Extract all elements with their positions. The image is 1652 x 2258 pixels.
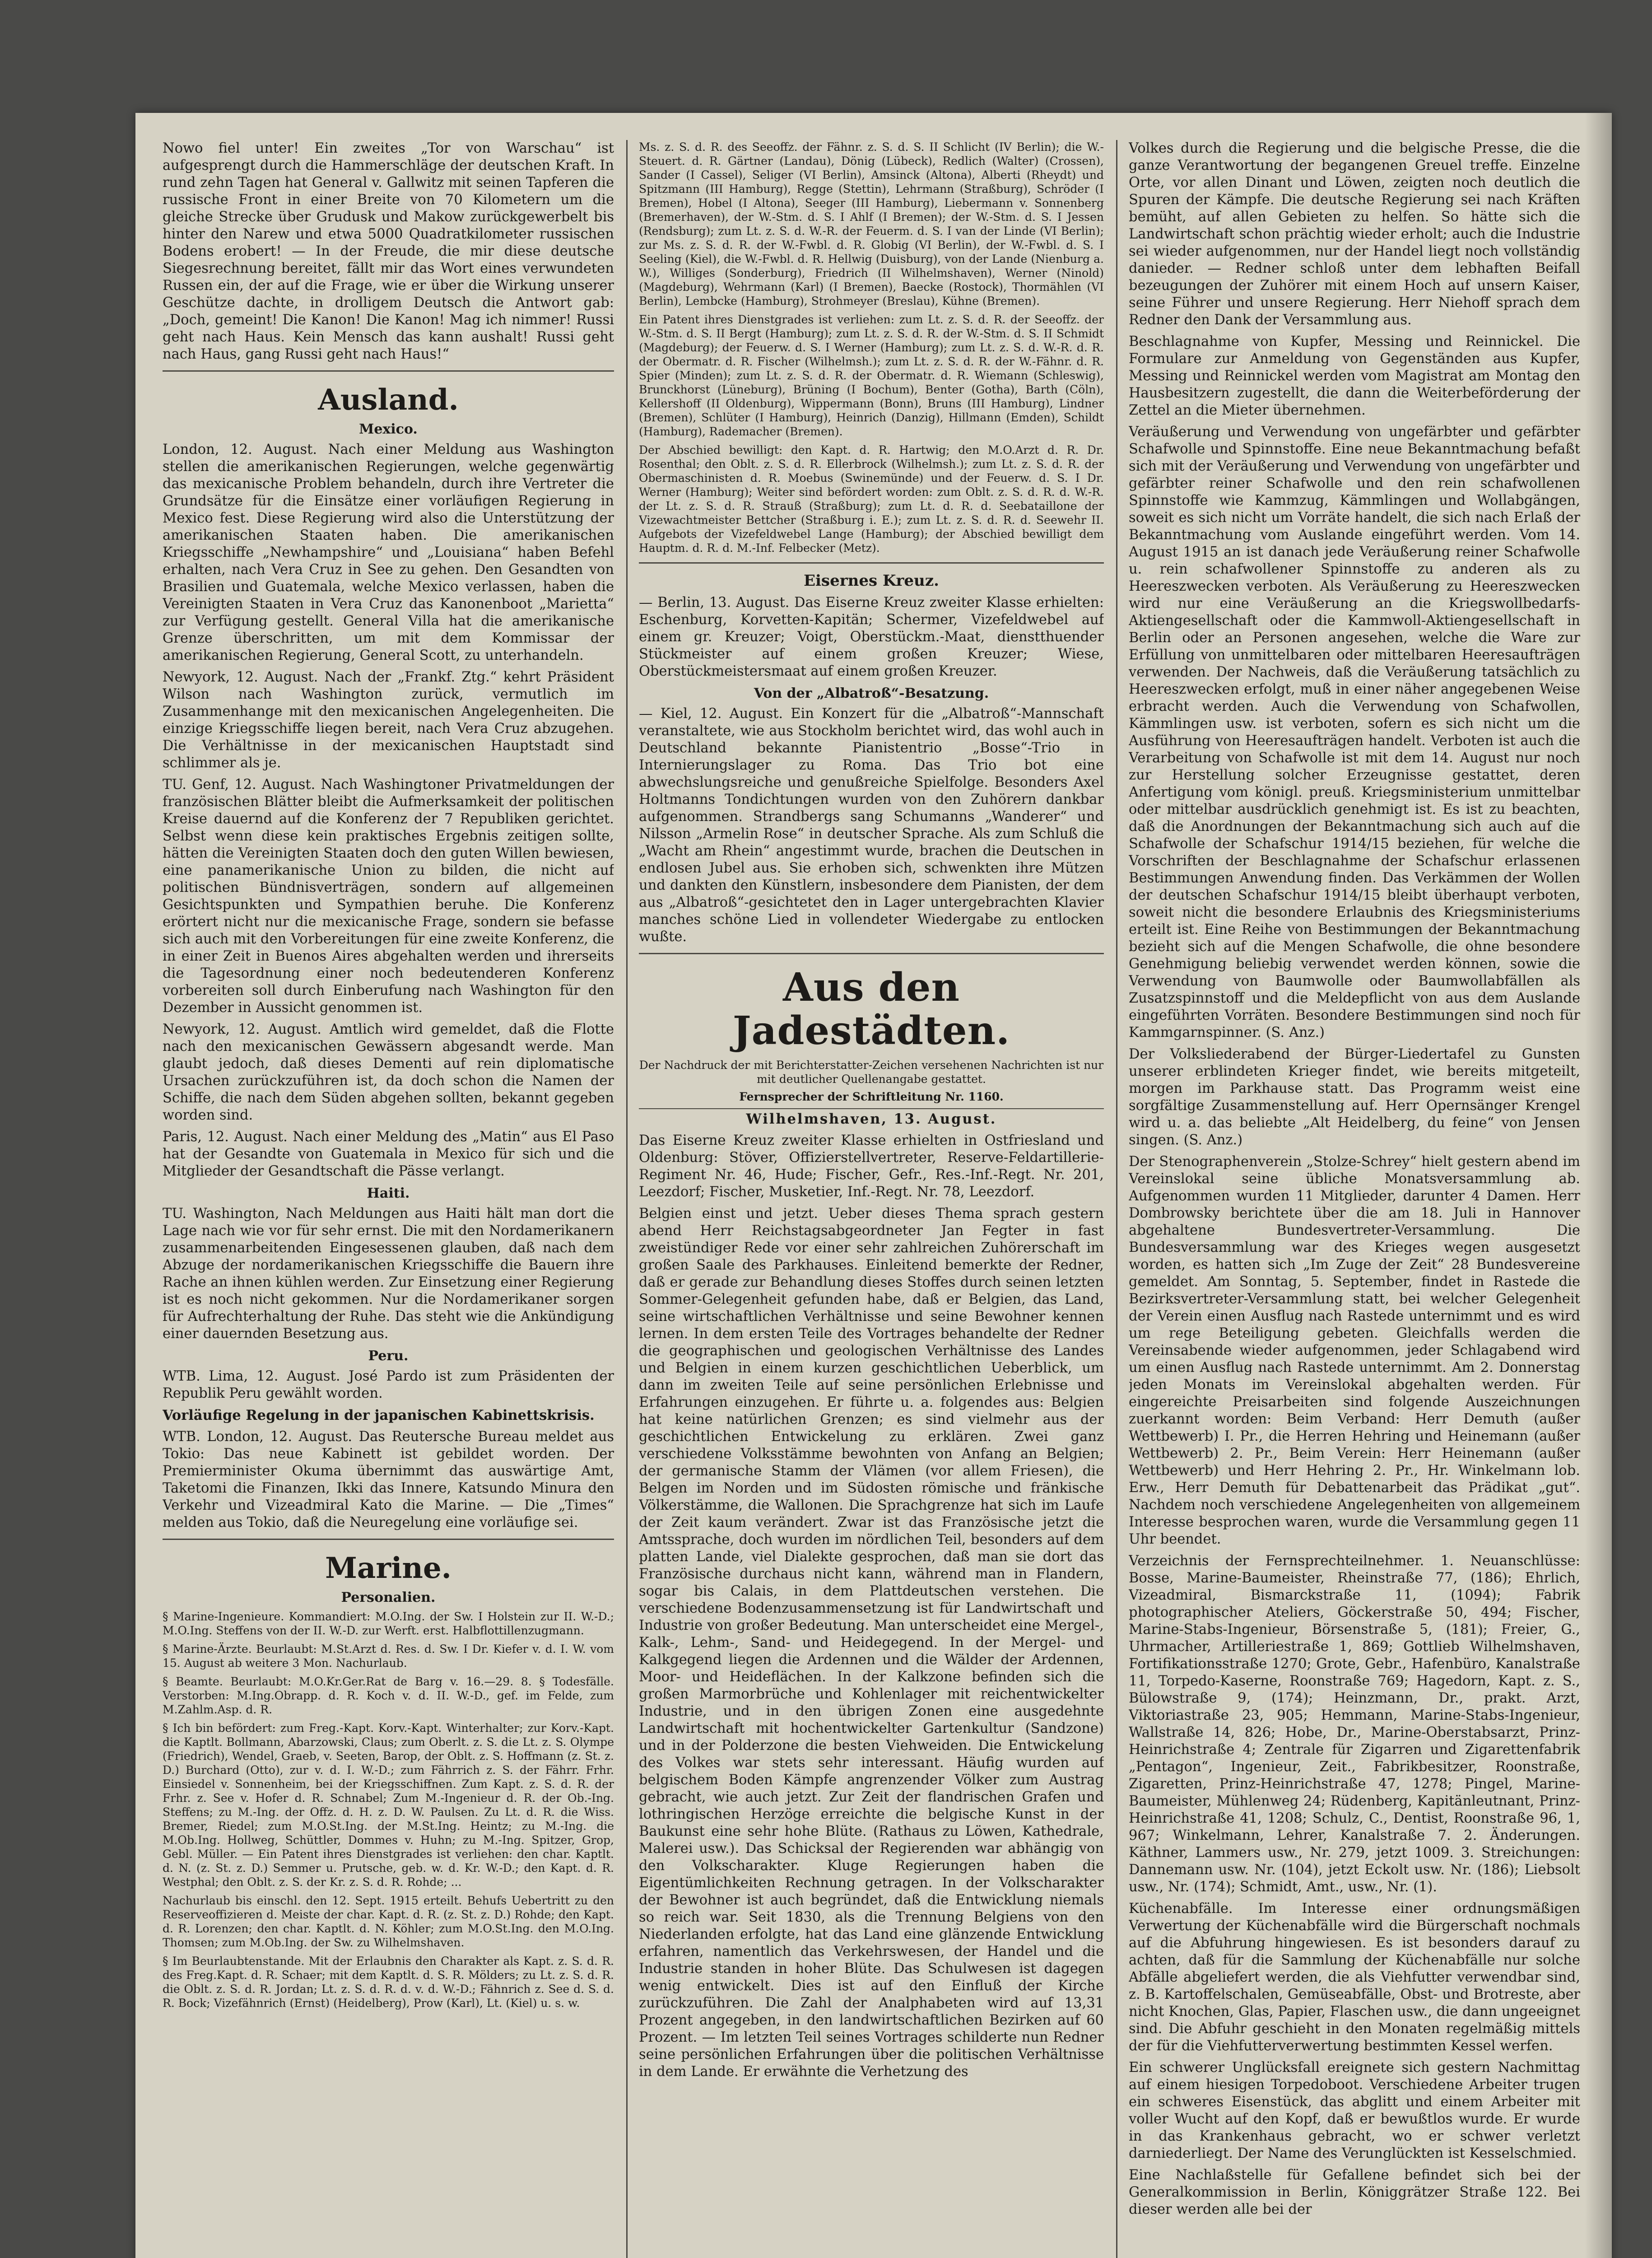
article-intro: Nowo fiel unter! Ein zweites „Tor von Warschau“ ist aufgesprengt durch die Hammerschläge der deutschen Kraft. In rund zehn Tagen hat General v. Gallwitz mit seinen Tapferen die russische Front in einer Breite von 70 Kilometern um die gleiche Strecke über Grudusk und Makow zurückgewerbelt bis hinter den Narew und etwa 5000 Quadratkilometer russischen Bodens erobert! — In der Freude, die mir diese deutsche Siegesrechnung bereitet, fällt mir das Wort eines verwundeten Russen ein, der auf die Frage, wie er über die Wirkung unserer Geschütze dachte, in drolligem Deutsch die Antwort gab: „Doch, gemeint! Die Kanon! Die Kanon! Mag ich nimmer! Russi geht nach Haus. Kein Mensch das kann aushalt! Russi geht nach Haus, gang Russi geht nach Haus!“ <box>163 140 614 362</box>
marine-entry: Ms. z. S. d. R. des Seeoffz. der Fähnr. z. S. d. S. II Schlicht (IV Berlin); die W.-Steuert. d. R. Gärtner (Landau), Dönig (Lübeck), Redlich (Walter) (Crossen), Sander (I Cassel), Seliger (VI Berlin), Amsinck (Altona), Alberti (Rheydt) und Spitzmann (III Hamburg), Regge (Stettin), Lehrmann (Straßburg), Schröder (I Bremen), Hobel (I Altona), Seeger (III Hamburg), Liebermann v. Sonnenberg (Bremerhaven), der W.-Stm. d. S. I Ahlf (I Bremen); der W.-Stm. d. S. I Jessen (Rendsburg); zum Lt. z. S. d. W.-R. der Feuerm. d. S. I van der Linde (VI Berlin); zur Ms. z. S. d. R. der W.-Fwbl. d. R. Globig (VI Berlin), der W.-Fwbl. d. S. I Seeling (Kiel), die W.-Fwbl. d. R. Hellwig (Duisburg), von der Lande (Nienburg a. W.), Williges (Sonderburg), Friedrich (II Wilhelmshaven), Werner (Ninold) (Magdeburg), Wehrmann (Karl) (I Bremen), Baecke (Rostock), Thormählen (VI Berlin), Lembcke (Hamburg), Strohmeyer (Breslau), Kühne (Bremen). <box>639 140 1104 308</box>
article-lima: WTB. Lima, 12. August. José Pardo ist zum Präsidenten der Republik Peru gewählt worden. <box>163 1368 614 1401</box>
article-haiti: TU. Washington, Nach Meldungen aus Haiti hält man dort die Lage nach wie vor für sehr ernst. Die mit den Nordamerikanern zusammenarbeitenden Eingesessenen glauben, daß nach dem Abzuge der nordamerikanischen Kriegsschiffe die Bauern ihre Rache an ihnen kühlen werden. Zur Einsetzung einer Regierung ist es noch nicht gekommen. Nur die Nordamerikaner sorgen für Aufrechterhaltung der Ruhe. Das steht wie die Ankündigung einer dauernden Besetzung aus. <box>163 1206 614 1342</box>
marine-entry: § Ich bin befördert: zum Freg.-Kapt. Korv.-Kapt. Winterhalter; zur Korv.-Kapt. die Kaptlt. Bollmann, Abarzowski, Claus; zum Oberlt. z. S. die Lt. z. S. Olympe (Friedrich), Wendel, Graeb, v. Seeten, Barop, der Oblt. z. S. Hoffmann (z. St. z. D.) Burchard (Otto), zur v. d. I. W.-D.; zum Fährrich z. S. der Fährr. Frhr. Einsiedel v. Sonnenheim, bei der Kriegsschiffnen. Zum Kapt. z. S. d. R. der Frhr. z. See v. Hofer d. R. Schnabel; Zum M.-Ingenieur d. R. der Ob.-Ing. Steffens; zu M.-Ing. der Offz. d. H. z. D. W. Paulsen. Zu Lt. d. R. die Wiss. Bremer, Riedel; zum M.O.St.Ing. der M.St.Ing. Heintz; zu M.-Ing. die M.Ob.Ing. Hollweg, Schüttler, Dommes v. Huhn; zu M.-Ing. Spitzer, Grop, Gebl. Müller. — Ein Patent ihres Dienstgrades ist verliehen: den char. Kaptlt. d. N. (z. St. z. D.) Semmer u. Prutsche, geb. w. d. Kr. W.-D.; den Kapt. d. R. Westphal; den Oblt. z. S. der Kr. z. S. d. R. Rohde; ... <box>163 1721 614 1889</box>
article-genf: TU. Genf, 12. August. Nach Washingtoner Privatmeldungen der französischen Blätter bleibt die Aufmerksamkeit der politischen Kreise dauernd auf die Konferenz der 7 Republiken gerichtet. Selbst wenn diese kein praktisches Ergebnis zeitigen sollte, hätten die Vereinigten Staaten doch den guten Willen bewiesen, eine panamerikanische Union zu bilden, die nicht auf politischen Bündnisverträgen, sondern auf allgemeinen Gesichtspunkten und Sympathien beruhe. Die Konferenz erörtert nicht nur die mexicanische Frage, sondern sie befasse sich auch mit den Vorbereitungen für eine zweite Konferenz, die in einer Zeit in Buenos Aires abgehalten werden und ihrerseits die Tagesordnung einer noch bedeutenderen Konferenz vorbereiten soll durch Einberufung nach Washington für den Dezember in Aussicht genommen ist. <box>163 777 614 1016</box>
article-japan: WTB. London, 12. August. Das Reutersche Bureau meldet aus Tokio: Das neue Kabinett ist gebildet worden. Der Premierminister Okuma übernimmt das auswärtige Amt, Taketomi die Finanzen, Ikki das Innere, Katsundo Minura den Verkehr und Vizeadmiral Kato die Marine. — Die „Times“ melden aus Tokio, daß die Neuregelung eine vorläufige sei. <box>163 1429 614 1530</box>
column-rule <box>626 140 628 2258</box>
section-divider <box>163 1539 614 1540</box>
article-newyork-1: Newyork, 12. August. Nach der „Frankf. Ztg.“ kehrt Präsident Wilson nach Washington zurück, vermutlich im Zusammenhange mit den mexicanischen Angelegenheiten. Die einzige Kriegsschiffe liegen bereit, nach Vera Cruz abzugehen. Die Verhältnisse in der mexicanischen Hauptstadt sind schlimmer als je. <box>163 669 614 771</box>
article-newyork-2: Newyork, 12. August. Amtlich wird gemeldet, daß die Flotte nach den mexicanischen Gewässern abgesandt werde. Man glaubt jedoch, daß dieses Dementi auf rein diplomatische Ursachen zurückzuführen ist, da doch schon die Namen der Schiffe, die nach dem Süden abgehen sollten, bekannt gegeben worden sind. <box>163 1022 614 1123</box>
subheading-peru: Peru. <box>368 1348 409 1364</box>
heading-albatros: Von der „Albatroß“-Besatzung. <box>754 686 989 701</box>
article-belgien-continued: Volkes durch die Regierung und die belgische Presse, die die ganze Verantwortung der begangenen Greuel treffe. Einzelne Orte, vor allen Dinant und Löwen, zeigten noch deutlich die Spuren der Kämpfe. Die deutsche Regierung sei nach Kräften bemüht, auf allen Gebieten zu helfen. So hätte sich die Landwirtschaft schon prächtig wieder erholt; auch die Industrie sei wieder aufgenommen, nur der Handel liegt noch vollständig danieder. — Redner schloß unter dem lebhaften Beifall bezeugungen der Zuhörer mit einem Hoch auf unsern Kaiser, seine Führer und unsere Regierung. Herr Niehoff sprach dem Redner den Dank der Versammlung aus. <box>1129 140 1580 328</box>
personalien-continued <box>639 140 1104 555</box>
marine-entry: Der Abschied bewilligt: den Kapt. d. R. Hartwig; den M.O.Arzt d. R. Dr. Rosenthal; den Oblt. z. S. d. R. Ellerbrock (Wilhelmsh.); zum Lt. z. S. d. R. der Obermaschinisten d. R. Moebus (Swinemünde) und der Feuerw. d. S. I Dr. Werner (Hamburg); Weiter sind befördert worden: zum Oblt. z. S. d. R. d. W.-R. der Lt. z. S. d. R. Strauß (Straßburg); zum Lt. d. R. d. Seebataillone der Vizewachtmeister Bettcher (Straßburg i. E.); zum Lt. z. S. d. R. d. Seewehr II. Aufgebots der Vizefeldwebel Lange (Hamburg); der Abschied bewilligt dem Hauptm. d. R. d. M.-Inf. Felbecker (Metz). <box>639 443 1104 555</box>
personalien-block <box>163 1610 614 2010</box>
subheading-personalien: Personalien. <box>341 1590 436 1605</box>
column-rule <box>1116 140 1117 2258</box>
article-eisernes-kreuz: — Berlin, 13. August. Das Eiserne Kreuz zweiter Klasse erhielten: Eschenburg, Korvetten-Kapitän; Schermer, Vizefeldwebel auf einem gr. Kreuzer; Voigt, Oberstückm.-Maat, dienstthuender Stückmeister auf einem großen Kreuzer; Wiese, Oberstückmeistersmaat auf einem großen Kreuzer. <box>639 595 1104 679</box>
section-divider <box>639 562 1104 564</box>
section-divider <box>163 370 614 372</box>
marine-entry: § Marine-Ärzte. Beurlaubt: M.St.Arzt d. Res. d. Sw. I Dr. Kiefer v. d. I. W. vom 15. August ab weitere 3 Mon. Nachurlaub. <box>163 1642 614 1670</box>
article-unfall: Ein schwerer Unglücksfall ereignete sich gestern Nachmittag auf einem hiesigen Torpedoboot. Verschiedene Arbeiter trugen ein schweres Eisenstück, das abglitt und einem Arbeiter mit voller Wucht auf den Kopf, daß er bewußtlos wurde. Er wurde in das Krankenhaus gebracht, wo er schwer verletzt darniederliegt. Der Name des Verunglückten ist Kesselschmied. <box>1129 2060 1580 2161</box>
marine-entry: Nachurlaub bis einschl. den 12. Sept. 1915 erteilt. Behufs Uebertritt zu den Reserveoffizieren d. Meiste der char. Kapt. d. R. (z. St. z. D.) Rohde; den Kapt. d. R. Lorenzen; den char. Kaptlt. d. N. Köhler; zum M.O.St.Ing. den M.O.Ing. Thomsen; zum M.Ob.Ing. der Sw. zu Wilhelmshaven. <box>163 1894 614 1949</box>
column-3 <box>1129 140 1580 2258</box>
column-2 <box>639 140 1104 2258</box>
subheading-mexico: Mexico. <box>359 421 418 437</box>
heading-eisernes-kreuz: Eisernes Kreuz. <box>804 572 939 590</box>
reprint-notice: Der Nachdruck der mit Berichterstatter-Zeichen versehenen Nachrichten ist nur mit deutlicher Quellenangabe gestattet. <box>639 1059 1104 1086</box>
thin-divider <box>639 1108 1104 1109</box>
article-liedertafel: Der Volksliederabend der Bürger-Liedertafel zu Gunsten unserer erblindeten Krieger findet, wie bereits mitgeteilt, morgen im Parkhause statt. Das Programm weist eine sorgfältige Zusammenstellung auf. Herr Opernsänger Krengel wird u. a. das beliebte „Alt Heidelberg, du feine“ von Jensen singen. (S. Anz.) <box>1129 1046 1580 1148</box>
article-belgien: Belgien einst und jetzt. Ueber dieses Thema sprach gestern abend Herr Reichstagsabgeordneter Jan Fegter in fast zweistündiger Rede vor einer sehr zahlreichen Zuhörerschaft im großen Saale des Parkhauses. Einleitend bemerkte der Redner, daß er gerade zur Behandlung dieses Stoffes durch seinen letzten Sommer-Gelegenheit gefunden habe, daß er Belgien, das Land, seine wirtschaftlichen Verhältnisse und seine Bewohner kennen lernen. In dem ersten Teile des Vortrages behandelte der Redner die geographischen und geologischen Verhältnisse des Landes und Belgien in einem kurzen geschichtlichen Ueberblick, um dann im zweiten Teile auf seine persönlichen Erlebnisse und Erfahrungen einzugehen. Er führte u. a. folgendes aus: Belgien hat keine natürlichen Grenzen; es sind vielmehr aus der geschichtlichen Entwickelung zu erklären. Zwei ganz verschiedene Volksstämme bewohnten von Anfang an Belgien; der germanische Stamm der Vlämen (vor allem Friesen), die Belgen im Norden und im Südosten römische und fränkische Völkerstämme, die Wallonen. Die Sprachgrenze hat sich im Laufe der Zeit kaum verändert. Zwar ist das Französische jetzt die Amtssprache, doch wurden im nördlichen Teil, besonders auf dem platten Lande, viel Dialekte gesprochen, daß man sie dort das Französische durchaus nicht kann, während man in Flandern, sogar bis Calais, in dem Plattdeutschen verstehen. Die verschiedene Bodenzusammensetzung ist für Landwirtschaft und Industrie von großer Bedeutung. Man unterscheidet eine Mergel-, Kalk-, Lehm-, Sand- und Heidegegend. In der Mergel- und Kalkgegend liegen die Ardennen und die Wälder der Ardennen, Moor- und Heideflächen. In der Kalkzone befinden sich die großen Marmorbrüche und Kohlenlager mit reichentwickelter Industrie, und in den übrigen Zonen eine ausgedehnte Landwirtschaft mit hochentwickelter Gartenkultur (Sandzone) und in der Polderzone die besten Viehweiden. Die Entwickelung des Volkes war stets sehr interessant. Häufig wurden auf belgischem Boden Kämpfe angrenzender Völker zum Austrag gebracht, wie auch jetzt. Zur Zeit der flandrischen Grafen und lothringischen Herzöge erreichte die belgische Kunst in der Baukunst eine sehr hohe Blüte. (Rathaus zu Löwen, Kathedrale, Malerei usw.). Das Schicksal der Regierenden war abhängig von den Volkscharakter. Kluge Regierungen haben die Eigentümlichkeiten Rechnung getragen. In der Volkscharakter der Bewohner ist auch begründet, daß die Entwicklung niemals so reich war. Seit 1830, als die Trennung Belgiens von den Niederlanden erfolgte, hat das Land eine glänzende Entwicklung erfahren, namentlich das Verkehrswesen, der Handel und die Industrie standen in hoher Blüte. Das Schulwesen ist dagegen wenig entwickelt. Dies ist auf den Einfluß der Kirche zurückzuführen. Die Zahl der Analphabeten wird auf 13,31 Prozent angegeben, in den landwirtschaftlichen Bezirken auf 60 Prozent. — Im letzten Teil seines Vortrages schilderte nun Redner seine persönlichen Erfahrungen über die politischen Verhältnisse in dem Lande. Er erwähnte die Verhetzung des <box>639 1206 1104 2080</box>
column-1 <box>163 140 614 2258</box>
article-schafwolle: Veräußerung und Verwendung von ungefärbter und gefärbter Schafwolle und Spinnstoffe. Eine neue Bekanntmachung befaßt sich mit der Veräußerung und Verwendung von ungefärbter und gefärbter reiner Schafwolle und den rein schafwollenen Spinnstoffe wie Kammzug, Kämmlingen und Wollabgängen, soweit es sich nicht um Vorräte handelt, die sich nach Erlaß der Bekanntmachung vom Auslande eingeführt werden. Vom 14. August 1915 an ist danach jede Veräußerung reiner Schafwolle u. rein schafwollener Spinnstoffe zu anderen als zu Heereszwecken verboten. Als Veräußerung zu Heereszwecken wird nur eine Veräußerung an die Kriegswollbedarfs-Aktiengesellschaft oder die Kammwoll-Aktiengesellschaft in Berlin oder an Personen angesehen, welche die Ware zur Erfüllung von unmittelbaren oder mittelbaren Heeresaufträgen verwenden. Der Nachweis, daß die Veräußerung tatsächlich zu Heereszwecken erfolgt, muß in einer näher angegebenen Weise erbracht werden. Auch die Verwendung von Schafwollen, Kämmlingen usw. ist verboten, sofern es sich nicht um die Ausführung von Heeresaufträgen handelt. Verboten ist auch die Verarbeitung von Schafwolle ist mit dem 14. August nur noch zur Herstellung solcher Erzeugnisse gestattet, deren Anfertigung vom königl. preuß. Kriegsministerium unmittelbar oder mittelbar ausdrücklich genehmigt ist. Es ist zu beachten, daß die Anordnungen der Bekanntmachung sich auch auf die Schafwolle der Schafschur 1914/15 beziehen, für welche die Vorschriften der Beschlagnahme der Schafschur erlassenen Bestimmungen Anwendung finden. Das Verkämmen der Wollen der deutschen Schafschur 1914/15 bleibt überhaupt verboten, soweit nicht die besondere Erlaubnis des Kriegsministeriums erteilt ist. Eine Reihe von Bestimmungen der Bekanntmachung bezieht sich auf die Mengen Schafwolle, die ohne besondere Genehmigung beliebig verwendet werden können, sowie die Verwendung von Baumwolle oder Baumwollabfällen als Zusatzspinnstoff und die Meldepflicht von aus dem Auslande eingeführten Vorräten. Besondere Bestimmungen sind noch für Kammgarnspinner. (S. Anz.) <box>1129 424 1580 1040</box>
newspaper-page <box>135 113 1612 2258</box>
article-nachlass: Eine Nachlaßstelle für Gefallene befindet sich bei der Generalkommission in Berlin, Königgrätzer Straße 122. Bei dieser werden alle bei der <box>1129 2167 1580 2217</box>
dateline: Wilhelmshaven, 13. August. <box>746 1111 997 1127</box>
section-heading-ausland: Ausland. <box>318 383 459 417</box>
article-japan-heading: Vorläufige Regelung in der japanischen Kabinettskrisis. <box>163 1407 595 1423</box>
phone-notice: Fernsprecher der Schriftleitung Nr. 1160. <box>739 1090 1004 1103</box>
article-paris: Paris, 12. August. Nach einer Meldung des „Matin“ aus El Paso hat der Gesandte von Guatemala in Mexico für sich und die Mitglieder der Gesandtschaft die Pässe verlangt. <box>163 1129 614 1179</box>
marine-entry: § Im Beurlaubtenstande. Mit der Erlaubnis den Charakter als Kapt. z. S. d. R. des Freg.Kapt. d. R. Schaer; mit dem Kaptlt. d. S. R. Mölders; zu Lt. z. S. d. R. die Oblt. z. S. d. R. Jordan; Lt. z. S. d. R. d. v. d. W.-D.; Fähnrich z. See d. S. d. R. Bock; Vizefähnrich (Ernst) (Heidelberg), Prow (Karl), Lt. (Kiel) u. s. w. <box>163 1955 614 2010</box>
marine-entry: § Beamte. Beurlaubt: M.O.Kr.Ger.Rat de Barg v. 16.—29. 8. § Todesfälle. Verstorben: M.Ing.Obrapp. d. R. Koch v. d. II. W.-D., gef. im Felde, zum M.Zahlm.Asp. d. R. <box>163 1675 614 1716</box>
marine-entry: Ein Patent ihres Dienstgrades ist verliehen: zum Lt. z. S. d. R. der Seeoffz. der W.-Stm. d. S. II Bergt (Hamburg); zum Lt. z. S. d. R. der W.-Stm. d. S. II Schmidt (Magdeburg); der Feuerw. d. S. I Werner (Hamburg); zum Lt. z. S. d. W.-R. d. R. der Obermatr. d. R. Fischer (Wilhelmsh.); zum Lt. z. S. d. R. der W.-Fähnr. d. R. Spier (Minden); zum Lt. z. S. d. R. der Obermatr. d. R. Wiemann (Schleswig), Brunckhorst (Lüneburg), Brüning (I Bochum), Benter (Gotha), Barth (Cöln), Kellershoff (II Oldenburg), Wippermann (Bonn), Bruns (III Hamburg), Lindner (Bremen), Schlüter (I Hamburg), Heinrich (Danzig), Hillmann (Emden), Schildt (Hamburg), Rademacher (Bremen). <box>639 313 1104 438</box>
article-kreuz-ostfriesland: Das Eiserne Kreuz zweiter Klasse erhielten in Ostfriesland und Oldenburg: Stöver, Offizierstellvertreter, Reserve-Feldartillerie-Regiment Nr. 46, Hude; Fischer, Gefr., Res.-Inf.-Regt. Nr. 201, Leezdorf; Fischer, Musketier, Inf.-Regt. Nr. 78, Leezdorf. <box>639 1133 1104 1200</box>
page-edge-shadow <box>1585 113 1612 2258</box>
article-albatros: — Kiel, 12. August. Ein Konzert für die „Albatroß“-Mannschaft veranstaltete, wie aus Stockholm berichtet wird, das wohl auch in Deutschland bekannte Pianistentrio „Bosse“-Trio in Internierungslager zu Roma. Das Trio bot eine abwechslungsreiche und genußreiche Spielfolge. Besonders Axel Holtmanns Tondichtungen wurden von den Zuhörern dankbar aufgenommen. Strandbergs sang Schumanns „Wanderer“ und Nilsson „Armelin Rose“ in deutscher Sprache. Als zum Schluß die „Wacht am Rhein“ angestimmt wurde, brachen die Deutschen in endlosen Jubel aus. Sie erhoben sich, schwenkten ihre Mützen und dankten den Künstlern, insbesondere dem Pianisten, der dem aus „Albatroß“-gesichtetet den in Lager untergebrachten Klavier manches schöne Lied in vollendeter Wiedergabe zu entlocken wußte. <box>639 706 1104 945</box>
article-london: London, 12. August. Nach einer Meldung aus Washington stellen die amerikanischen Regierungen, welche gegenwärtig das mexicanische Problem behandeln, durch ihre Vertreter die Grundsätze für die Einsätze einer vorläufigen Regierung in Mexico fest. Diese Regierung wird also die Unterstützung der amerikanischen Staaten haben. Die amerikanischen Kriegsschiffe „Newhampshire“ und „Louisiana“ haben Befehl erhalten, nach Vera Cruz in See zu gehen. Den Gesandten von Brasilien und Guatemala, welche Mexico verlassen, haben die Vereinigten Staaten in Vera Cruz das Kanonenboot „Marietta“ zur Verfügung gestellt. General Villa hat die amerikanische Grenze überschritten, um mit dem Kommissar der amerikanischen Regierung, General Scott, zu unterhandeln. <box>163 442 614 663</box>
article-kupfer: Beschlagnahme von Kupfer, Messing und Reinnickel. Die Formulare zur Anmeldung von Gegenständen aus Kupfer, Messing und Reinnickel werden vom Magistrat am Montag den Hausbesitzern zugestellt, die dann die Weiterbeförderung der Zettel an die Mieter übernehmen. <box>1129 334 1580 418</box>
article-fernsprech: Verzeichnis der Fernsprechteilnehmer. 1. Neuanschlüsse: Bosse, Marine-Baumeister, Rheinstraße 77, (186); Ehrlich, Vizeadmiral, Bismarckstraße 11, (1094); Fabrik photographischer Ateliers, Göckerstraße 50, 494; Fischer, Marine-Stabs-Ingenieur, Börsenstraße 5, (181); Freier, G., Uhrmacher, Artilleriestraße 1, 869; Gottlieb Wilhelmshaven, Fortifikationsstraße 1270; Grote, Gebr., Hafenbüro, Kanalstraße 11, Torpedo-Kaserne, Roonstraße 769; Hagedorn, Kapt. z. S., Bülowstraße 9, (174); Heinzmann, Dr., prakt. Arzt, Viktoriastraße 23, 905; Hemmann, Marine-Stabs-Ingenieur, Wallstraße 14, 826; Hobe, Dr., Marine-Oberstabsarzt, Prinz-Heinrichstraße 4; Zentrale für Zigarren und Zigarettenfabrik „Pentagon“, Ingenieur, Zeit., Fabrikbesitzer, Roonstraße, Zigaretten, Prinz-Heinrichstraße 47, 1278; Pingel, Marine-Baumeister, Mühlenweg 24; Rüdenberg, Kapitänleutnant, Prinz-Heinrichstraße 41, 1208; Schulz, C., Dentist, Roonstraße 96, 1, 967; Winkelmann, Lehrer, Kanalstraße 7. 2. Änderungen. Käthner, Lammers usw., Nr. 279, jetzt 1009. 3. Streichungen: Dannemann usw. Nr. (104), jetzt Eckolt usw. Nr. (186); Liebsolt usw., Nr. (174); Schmidt, Amt., usw., Nr. (1). <box>1129 1553 1580 1895</box>
marine-entry: § Marine-Ingenieure. Kommandiert: M.O.Ing. der Sw. I Holstein zur II. W.-D.; M.O.Ing. Steffens von der II. W.-D. zur Werft. erst. Halbflottillenzugmann. <box>163 1610 614 1637</box>
section-heading-jadestaedte: Aus den Jadestädten. <box>732 965 1010 1054</box>
section-divider <box>639 953 1104 954</box>
article-kuechenabfaelle: Küchenabfälle. Im Interesse einer ordnungsmäßigen Verwertung der Küchenabfälle wird die Bürgerschaft nochmals auf die Abfuhrung hingewiesen. Es ist besonders darauf zu achten, daß für die Sammlung der Küchenabfälle nur solche Abfälle abgeliefert werden, die als Viehfutter verwendbar sind, z. B. Kartoffelschalen, Gemüseabfälle, Obst- und Brotreste, aber nicht Knochen, Glas, Papier, Flaschen usw., die dann ungeeignet sind. Die Abfuhr geschieht in den Monaten regelmäßig mittels der für die Viehfutterverwertung bestimmten Kessel werfen. <box>1129 1901 1580 2054</box>
article-stenographen: Der Stenographenverein „Stolze-Schrey“ hielt gestern abend im Vereinslokal seine übliche Monatsversammlung ab. Aufgenommen wurden 11 Mitglieder, darunter 4 Damen. Herr Dombrowsky berichtete über die am 18. Juli in Hannover abgehaltene Bundesvertreter-Versammlung. Die Bundesversammlung war des Krieges wegen ausgesetzt worden, es hatten sich „Im Zuge der Zeit“ 28 Bundesvereine gemeldet. Am Sonntag, 5. September, findet in Rastede die Bezirksvertreter-Versammlung statt, bei welcher Gelegenheit der Verein einen Ausflug nach Rastede unternimmt und es wird um rege Beteiligung gebeten. Gleichfalls werden die Vereinsabende wieder aufgenommen, jeder Schlagabend wird um einen Ausflug nach Rastede unternimmt. Am 2. Donnerstag jeden Monats im Vereinslokal abgehalten werden. Für eingereichte Preisarbeiten sind folgende Auszeichnungen zuerkannt worden: Beim Verband: Herr Demuth (außer Wettbewerb) I. Pr., die Herren Hehring und Heinemann (außer Wettbewerb) 2. Pr., Beim Verein: Herr Heinemann (außer Wettbewerb) und Herr Hehring 2. Pr., Hr. Winkelmann lob. Erw., Herr Demuth für Debattenarbeit das Prädikat „gut“. Nachdem noch verschiedene Angelegenheiten von allgemeinem Interesse besprochen waren, wurde die Versammlung gegen 11 Uhr beendet. <box>1129 1154 1580 1547</box>
section-heading-marine: Marine. <box>325 1551 451 1585</box>
subheading-haiti: Haiti. <box>367 1185 410 1201</box>
